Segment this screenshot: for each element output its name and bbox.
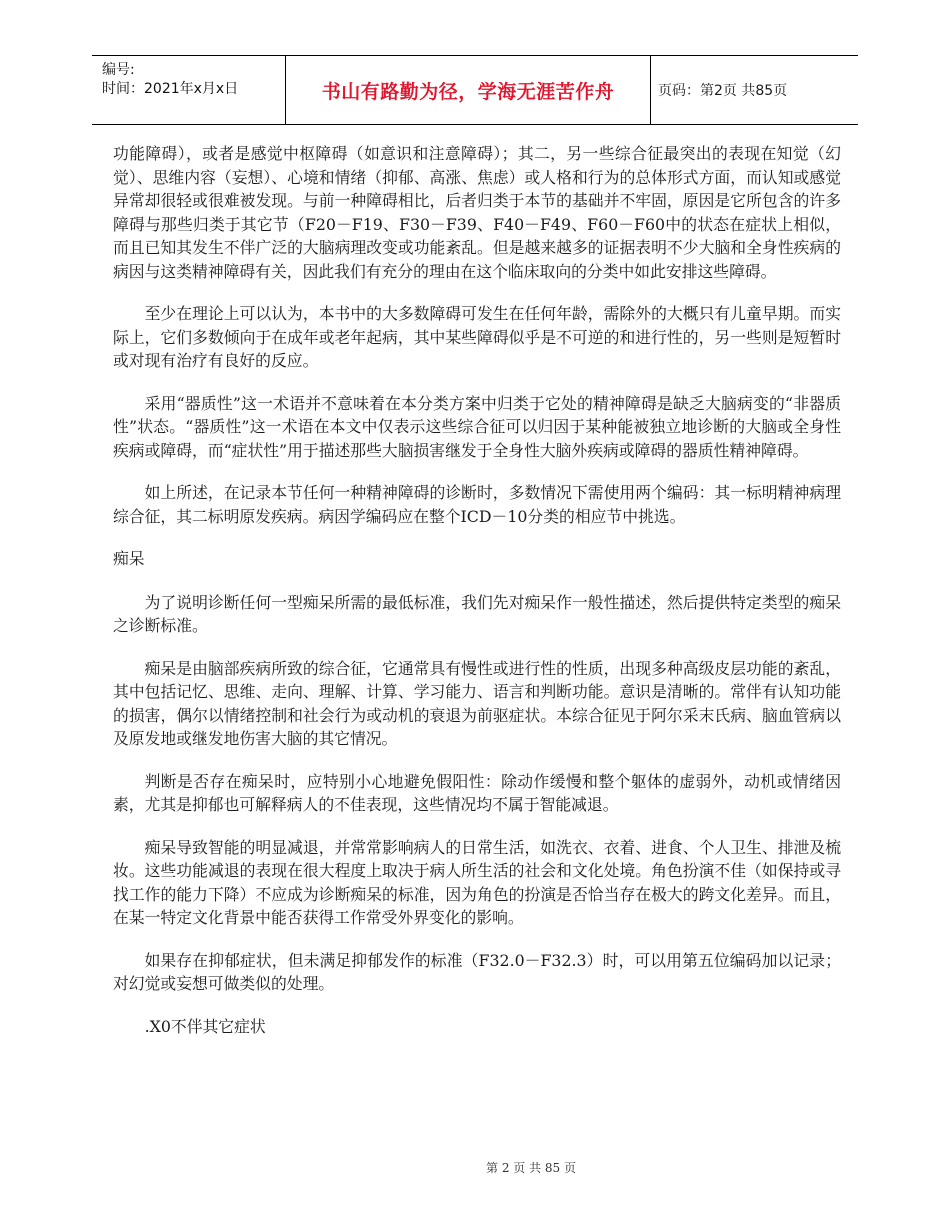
header-motto: 书山有路勤为径，学海无涯苦作舟 bbox=[321, 80, 615, 103]
section-heading: 痴呆 bbox=[113, 549, 145, 568]
body-paragraph: 如上所述，在记录本节任何一种精神障碍的诊断时，多数情况下需使用两个编码：其一标明精神病理综合征，其二标明原发疾病。病因学编码应在整个ICD－10分类的相应节中挑选。 bbox=[113, 483, 841, 526]
header-motto-cell bbox=[285, 56, 651, 124]
body-paragraph: 采用“器质性”这一术语并不意味着在本分类方案中归类于它处的精神障碍是缺乏大脑病变的“非器质性”状态。“器质性”这一术语在本文中仅表示这些综合征可以归因于某种能被独立地诊断的大脑或全身性疾病或障碍，而“症状性”用于描述那些大脑损害继发于全身性大脑外疾病或障碍的器质性精神障碍。 bbox=[113, 393, 841, 460]
header-page-info: 页码：第2页 共85页 bbox=[658, 83, 788, 99]
document-number-label: 编号: bbox=[102, 62, 135, 78]
body-paragraph: 如果存在抑郁症状，但未满足抑郁发作的标准（F32.0－F32.3）时，可以用第五位编码加以记录；对幻觉或妄想可做类似的处理。 bbox=[113, 950, 841, 993]
body-paragraph: 判断是否存在痴呆时，应特别小心地避免假阳性：除动作缓慢和整个躯体的虚弱外，动机或情绪因素，尤其是抑郁也可解释病人的不佳表现，这些情况均不属于智能减退。 bbox=[113, 771, 841, 814]
body-paragraph: 痴呆导致智能的明显减退，并常常影响病人的日常生活，如洗衣、衣着、进食、个人卫生、排泄及梳妆。这些功能减退的表现在很大程度上取决于病人所生活的社会和文化处境。角色扮演不佳（如保持或寻找工作的能力下降）不应成为诊断痴呆的标准，因为角色的扮演是否恰当存在极大的跨文化差异。而且，在某一特定文化背景中能否获得工作常受外界变化的影响。 bbox=[113, 837, 841, 927]
document-time-label: 时间：2021年x月x日 bbox=[102, 81, 239, 97]
header-meta bbox=[92, 56, 285, 124]
code-item: .X0不伴其它症状 bbox=[144, 1016, 266, 1036]
page-footer: 第 2 页 共 85 页 bbox=[486, 1161, 576, 1175]
body-paragraph: 至少在理论上可以认为，本书中的大多数障碍可发生在任何年龄，需除外的大概只有儿童早期。而实际上，它们多数倾向于在成年或老年起病，其中某些障碍似乎是不可逆的和进行性的，另一些则是短暂时或对现有治疗有良好的反应。 bbox=[113, 304, 841, 370]
page-header bbox=[92, 55, 858, 125]
body-paragraph: 功能障碍），或者是感觉中枢障碍（如意识和注意障碍）；其二，另一些综合征最突出的表现在知觉（幻觉）、思维内容（妄想）、心境和情绪（抑郁、高涨、焦虑）或人格和行为的总体形式方面，而认知或感觉异常却很轻或很难被发现。与前一种障碍相比，后者归类于本节的基础并不牢固，原因是它所包含的许多障碍与那些归类于其它节（F20－F19、F30－F39、F40－F49、F60－F60中的状态在症状上相似，而且已知其发生不伴广泛的大脑病理改变或功能紊乱。但是越来越多的证据表明不少大脑和全身性疾病的病因与这类精神障碍有关，因此我们有充分的理由在这个临床取向的分类中如此安排这些障碍。 bbox=[113, 144, 841, 281]
document-body bbox=[113, 142, 841, 1057]
body-paragraph: 为了说明诊断任何一型痴呆所需的最低标准，我们先对痴呆作一般性描述，然后提供特定类型的痴呆之诊断标准。 bbox=[113, 592, 841, 635]
body-paragraph: 痴呆是由脑部疾病所致的综合征，它通常具有慢性或进行性的性质，出现多种高级皮层功能的紊乱，其中包括记忆、思维、走向、理解、计算、学习能力、语言和判断功能。意识是清晰的。常伴有认知功能的损害，偶尔以情绪控制和社会行为或动机的衰退为前驱症状。本综合征见于阿尔采末氏病、脑血管病以及原发地或继发地伤害大脑的其它情况。 bbox=[113, 658, 841, 748]
